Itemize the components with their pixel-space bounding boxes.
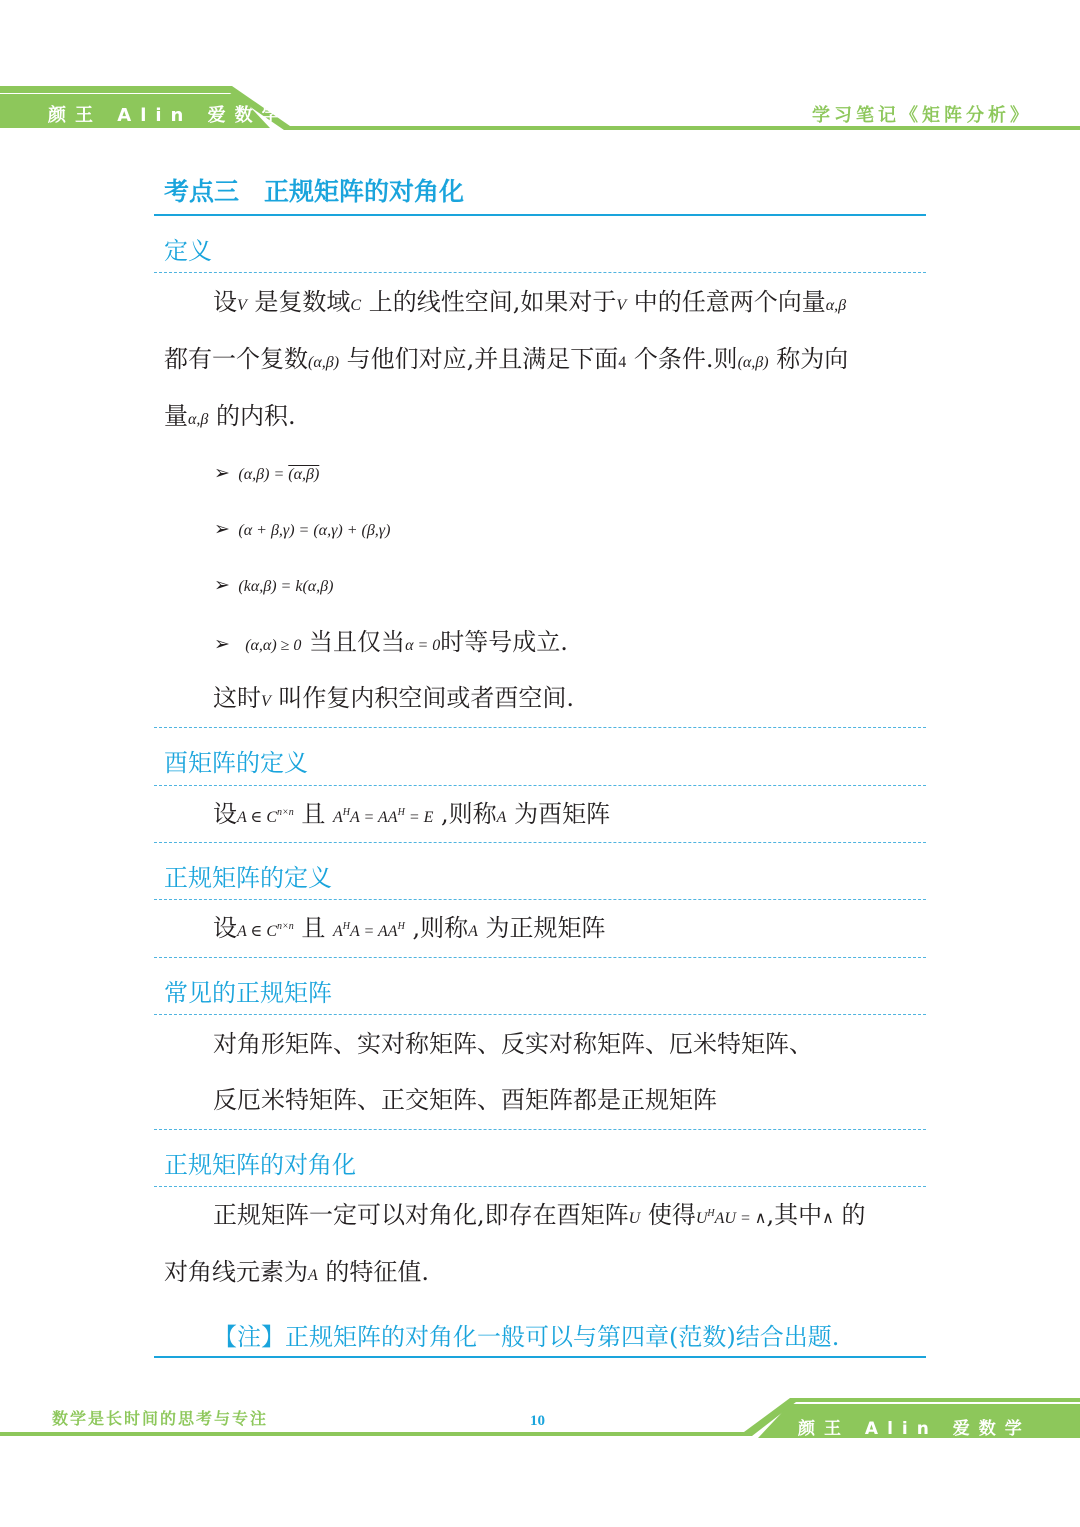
diag-heading: 正规矩阵的对角化	[164, 1151, 356, 1179]
footer-motto: 数学是长时间的思考与专注	[52, 1409, 269, 1428]
common-line-1: 对角形矩阵、实对称矩阵、反实对称矩阵、厄米特矩阵、	[213, 1030, 813, 1058]
definition-line-2: 都有一个复数(α,β) 与他们对应,并且满足下面4 个条件.则(α,β) 称为向	[164, 345, 849, 373]
definition-heading: 定义	[164, 237, 212, 265]
page-title: 考点三 正规矩阵的对角化	[164, 177, 465, 206]
divider	[154, 272, 926, 273]
unitary-heading: 酉矩阵的定义	[164, 749, 308, 777]
condition-4: ➢ (α,α) ≥ 0 当且仅当α = 0时等号成立.	[214, 628, 568, 656]
common-line-2: 反厄米特矩阵、正交矩阵、酉矩阵都是正规矩阵	[213, 1086, 717, 1114]
divider	[154, 842, 926, 843]
arrow-bullet-icon: ➢	[214, 519, 230, 540]
common-heading: 常见的正规矩阵	[164, 979, 332, 1007]
note: 【注】正规矩阵的对角化一般可以与第四章(范数)结合出题.	[213, 1323, 840, 1351]
definition-line-1: 设V 是复数域C 上的线性空间,如果对于V 中的任意两个向量α,β	[213, 288, 847, 316]
definition-closing: 这时V 叫作复内积空间或者酉空间.	[213, 684, 575, 712]
divider	[154, 785, 926, 786]
normal-definition: 设A ∈ $C^{n\times n}$ 且 $A^HA = AA^H$ ,则称A 为正规矩阵	[213, 914, 606, 942]
divider	[154, 1186, 926, 1187]
arrow-bullet-icon: ➢	[214, 463, 230, 484]
definition-line-3: 量α,β 的内积.	[164, 402, 296, 430]
divider	[154, 1129, 926, 1130]
diag-line-1: 正规矩阵一定可以对角化,即存在酉矩阵U 使得$U^HAU$ = ∧,其中∧ 的	[213, 1201, 866, 1229]
header-book-title: 学习笔记《矩阵分析》	[812, 105, 1032, 126]
divider	[154, 957, 926, 958]
condition-1: ➢ (α,β) = (α,β)	[214, 463, 320, 484]
divider	[154, 899, 926, 900]
diag-line-2: 对角线元素为A 的特征值.	[164, 1258, 430, 1286]
unitary-definition: 设A ∈ $C^{n\times n}$ 且 $A^HA = AA^H = E$ ,则称A 为酉矩阵	[213, 800, 611, 828]
page-number: 10	[530, 1413, 545, 1429]
arrow-bullet-icon: ➢	[214, 575, 230, 596]
condition-2: ➢ (α + β,γ) = (α,γ) + (β,γ)	[214, 519, 391, 540]
divider	[154, 727, 926, 728]
condition-3: ➢ (kα,β) = k(α,β)	[214, 575, 334, 596]
footer-brand: 颜王 Alin 爱数学	[798, 1419, 1031, 1439]
arrow-bullet-icon: ➢	[214, 633, 230, 655]
bottom-rule	[154, 1356, 926, 1358]
header-brand: 颜王 Alin 爱数学	[48, 105, 289, 126]
title-underline	[154, 214, 926, 216]
divider	[154, 1014, 926, 1015]
normal-heading: 正规矩阵的定义	[164, 864, 332, 892]
